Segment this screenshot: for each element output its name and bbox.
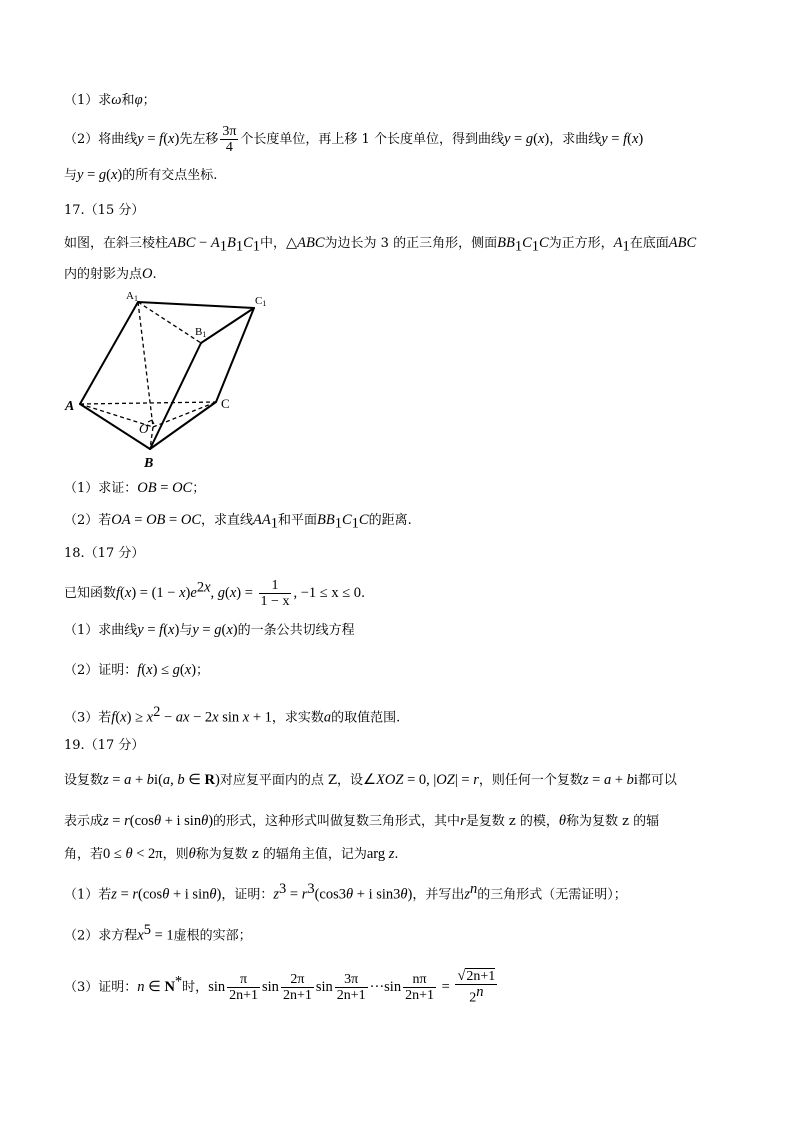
part-number: （1） <box>64 887 99 903</box>
part-number: （2） <box>64 928 99 944</box>
q18-intro: 已知函数$f(x) = (1 - x)e^{2x}$, g(x) = $\frac{1}{1 - x}$ , −1 ≤ x ≤ 0. <box>64 578 366 609</box>
q19-intro-line3: 角，若0 ≤ θ < 2π，则θ称为复数 z 的辐角主值，记为arg z. <box>64 846 399 862</box>
edge-ac-hidden <box>80 402 216 404</box>
label-o: O <box>139 421 149 436</box>
q19-header: 19.（17 分） <box>64 738 145 753</box>
part-number: （1） <box>64 623 99 638</box>
fraction-2pi: $\frac{2\pi}{2n+1}$ <box>282 971 312 1003</box>
q17-part1: （1）求证：OB = OC； <box>64 480 206 496</box>
part-number: （2） <box>64 132 99 147</box>
q16-part2-cont: 与y = g(x)的所有交点坐标. <box>64 167 218 183</box>
q16-part1: （1）求ω和φ； <box>64 92 156 108</box>
edge-b1b <box>150 343 201 449</box>
edge-a1a <box>80 302 138 404</box>
q19-part3: （3）证明：n ∈ N*时，sin $\frac{\pi}{2n+1}$ sin $\frac{2\pi}{2n+1}$ sin $\frac{3\pi}{2n+1}$ ···sin $\frac{n\pi}{2n+1}$ = $\frac{√2n+1}{2^n}$ <box>64 968 496 1006</box>
label-a1: A1 <box>126 290 138 303</box>
label-c1: C1 <box>255 295 267 308</box>
label-c: C <box>221 396 230 411</box>
q17-part2: （2）若OA = OB = OC，求直线$AA_1$和平面$BB_1C_1C$的距离. <box>64 512 412 532</box>
label-b1: B1 <box>195 326 207 339</box>
prism-figure <box>62 287 282 472</box>
part-number: （3） <box>64 979 99 995</box>
q17-intro-cont: 内的射影为点O. <box>64 266 157 282</box>
q19-part1: （1）若z = r(cosθ + i sinθ)，证明：$z^3 = r^3(\cos 3\theta + i$ sin3θ)，并写出$z^n$的三角形式（无需证明）； <box>64 881 627 903</box>
fraction-pi: $\frac{\pi}{2n+1}$ <box>229 971 259 1003</box>
edge-c1c <box>216 308 254 402</box>
part-number: （2） <box>64 513 99 528</box>
q19-intro-line1: 设复数z = a + bi(a, b ∈ R)对应复平面内的点 Z，设∠XOZ = 0, |OZ| = r，则任何一个复数z = a + bi都可以 <box>64 772 677 788</box>
segment-a1o-hidden <box>138 302 153 427</box>
edge-bc <box>150 402 216 449</box>
q17-header: 17.（15 分） <box>64 203 145 218</box>
fraction-3pi-over-4: $\frac{3\pi}{4}$ <box>222 124 237 155</box>
edge-a1c1 <box>138 302 254 308</box>
fraction-1-over-1-minus-x: $\frac{1}{1 - x}$ <box>260 578 290 609</box>
part-number: （1） <box>64 93 99 108</box>
q18-part2: （2）证明：f(x) ≤ g(x)； <box>64 662 210 678</box>
fraction-3pi: $\frac{3\pi}{2n+1}$ <box>336 971 366 1003</box>
q18-header: 18.（17 分） <box>64 546 145 561</box>
q17-intro: 如图，在斜三棱柱ABC − $A_1B_1C_1$中，△ABC为边长为 3 的正三角形，侧面$BB_1C_1C$为正方形，$A_1$在底面ABC <box>64 235 697 255</box>
part-number: （1） <box>64 481 99 496</box>
q18-part3: （3）若$f(x) \ge x^2$ − ax − 2x sin x + 1，求实数a的取值范围. <box>64 704 401 726</box>
q18-part1: （1）求曲线y = f(x)与y = g(x)的一条公共切线方程 <box>64 622 355 638</box>
label-a: A <box>65 399 75 414</box>
fraction-npi: $\frac{n\pi}{2n+1}$ <box>405 971 434 1003</box>
fraction-rhs: $\frac{√2n+1}{2^n}$ <box>457 968 496 1006</box>
q19-intro-line2: 表示成z = r(cosθ + i sinθ)的形式，这种形式叫做复数三角形式，其中r是复数 z 的模，θ称为复数 z 的辐 <box>64 813 660 829</box>
q19-part2: （2）求方程$x^5 = 1$虚根的实部； <box>64 922 252 944</box>
label-b: B <box>144 456 154 471</box>
q16-part2: （2）将曲线y = f(x)先左移 $\frac{3\pi}{4}$ 个长度单位，再上移 1 个长度单位，得到曲线y = g(x)，求曲线y = f(x) <box>64 124 644 155</box>
part-number: （3） <box>64 710 99 726</box>
edge-a1b1-hidden <box>138 302 201 343</box>
part-number: （2） <box>64 663 99 678</box>
